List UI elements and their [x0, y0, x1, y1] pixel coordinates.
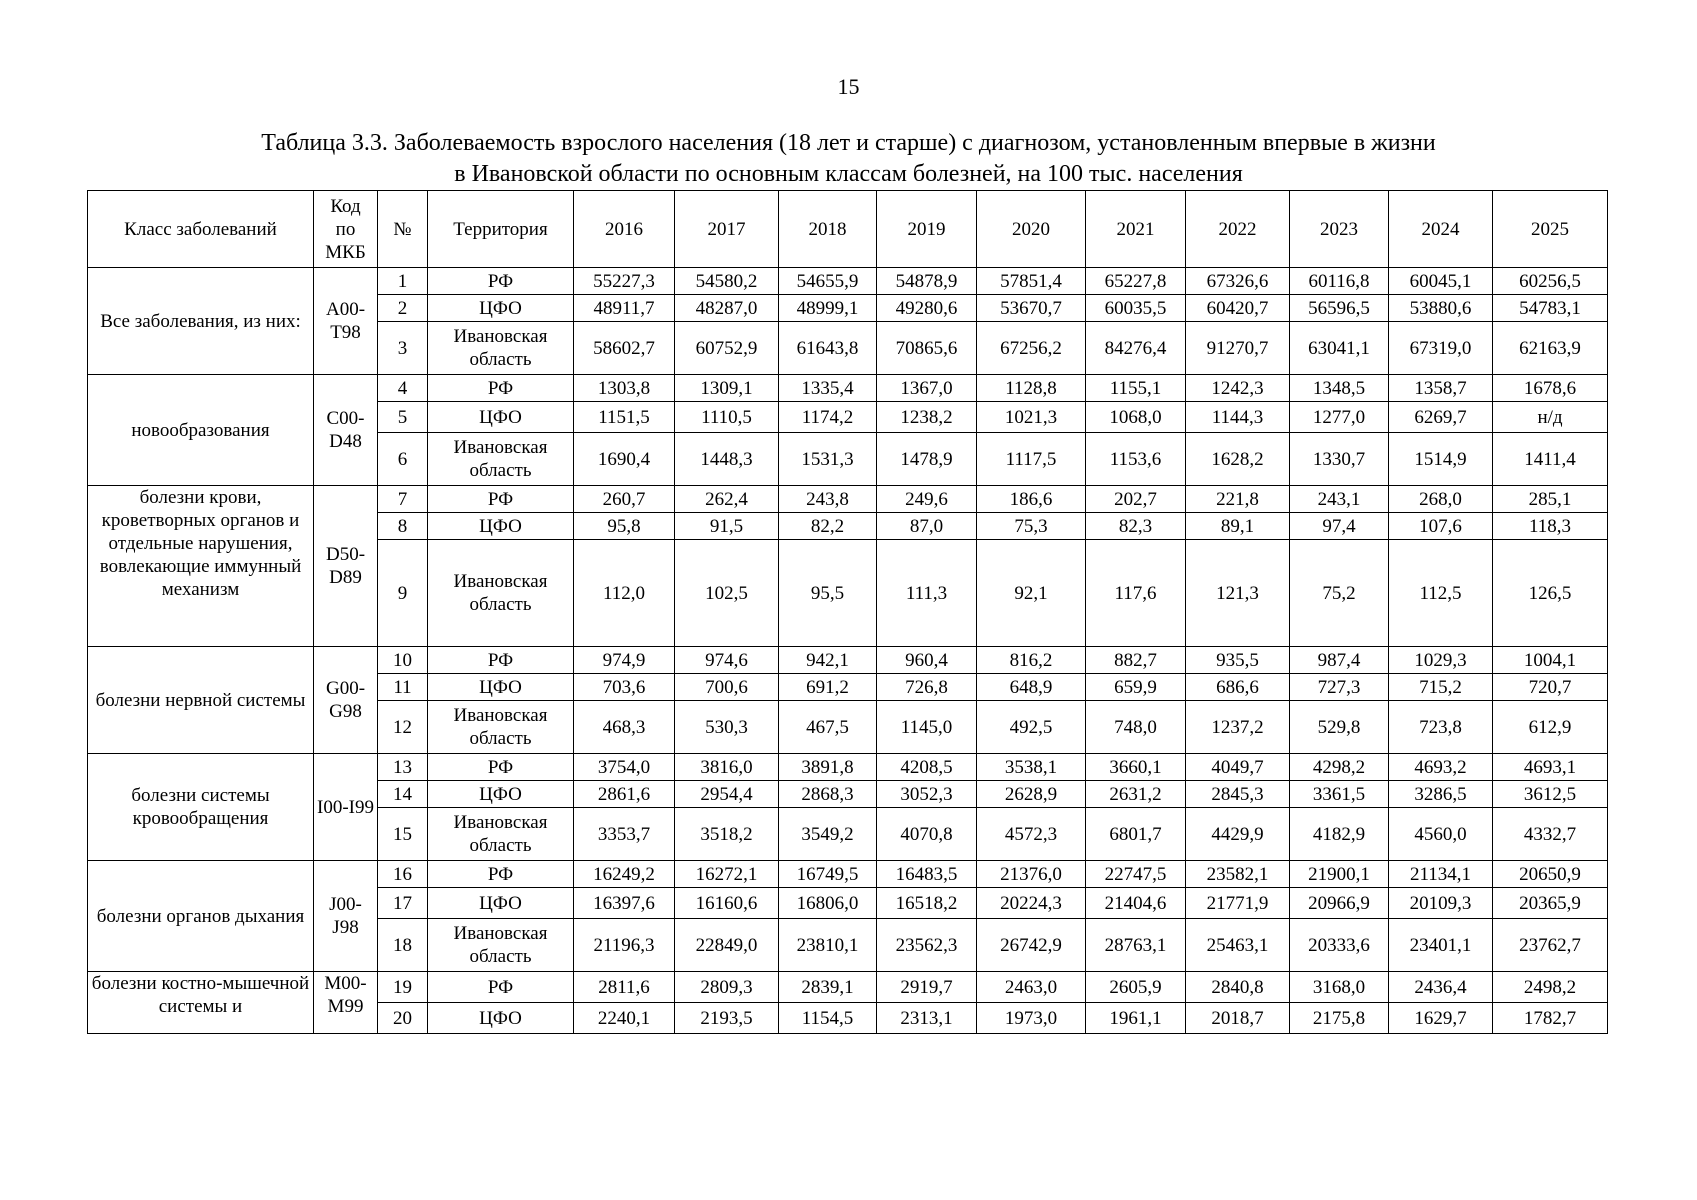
row-number-cell: 17	[378, 888, 428, 919]
value-cell: 26742,9	[977, 919, 1086, 972]
value-cell: 260,7	[574, 486, 675, 513]
value-cell: 2868,3	[779, 781, 877, 808]
territory-cell: ЦФО	[428, 781, 574, 808]
table-row	[88, 647, 1608, 674]
table-row	[88, 486, 1608, 513]
value-cell: 21376,0	[977, 861, 1086, 888]
table-row	[88, 972, 1608, 1003]
value-cell: 1330,7	[1290, 433, 1389, 486]
value-cell: 2919,7	[877, 972, 977, 1003]
value-cell: 6269,7	[1389, 402, 1493, 433]
mkb-code-cell: D50-D89	[314, 486, 378, 647]
morbidity-table	[87, 190, 1608, 1034]
value-cell: н/д	[1493, 402, 1608, 433]
value-cell: 54655,9	[779, 268, 877, 295]
table-body	[88, 268, 1608, 1034]
value-cell: 16749,5	[779, 861, 877, 888]
value-cell: 1117,5	[977, 433, 1086, 486]
row-number-cell: 12	[378, 701, 428, 754]
value-cell: 2240,1	[574, 1003, 675, 1034]
header-row	[88, 191, 1608, 268]
value-cell: 56596,5	[1290, 295, 1389, 322]
territory-cell: РФ	[428, 486, 574, 513]
value-cell: 4693,1	[1493, 754, 1608, 781]
value-cell: 1629,7	[1389, 1003, 1493, 1034]
row-number-cell: 16	[378, 861, 428, 888]
value-cell: 942,1	[779, 647, 877, 674]
table-row	[88, 375, 1608, 402]
value-cell: 468,3	[574, 701, 675, 754]
row-number-cell: 20	[378, 1003, 428, 1034]
table-row	[88, 268, 1608, 295]
value-cell: 126,5	[1493, 540, 1608, 647]
value-cell: 1961,1	[1086, 1003, 1186, 1034]
value-cell: 221,8	[1186, 486, 1290, 513]
value-cell: 686,6	[1186, 674, 1290, 701]
value-cell: 23582,1	[1186, 861, 1290, 888]
value-cell: 60256,5	[1493, 268, 1608, 295]
value-cell: 95,8	[574, 513, 675, 540]
row-number-cell: 1	[378, 268, 428, 295]
value-cell: 715,2	[1389, 674, 1493, 701]
value-cell: 1238,2	[877, 402, 977, 433]
value-cell: 87,0	[877, 513, 977, 540]
mkb-code-cell: А00-Т98	[314, 268, 378, 375]
disease-class-cell: болезни крови, кроветворных органов и отдельные нарушения, вовлекающие иммунный механизм	[88, 486, 314, 647]
value-cell: 935,5	[1186, 647, 1290, 674]
value-cell: 3361,5	[1290, 781, 1389, 808]
value-cell: 91,5	[675, 513, 779, 540]
value-cell: 691,2	[779, 674, 877, 701]
value-cell: 1153,6	[1086, 433, 1186, 486]
row-number-cell: 18	[378, 919, 428, 972]
value-cell: 1155,1	[1086, 375, 1186, 402]
value-cell: 48911,7	[574, 295, 675, 322]
header-mkb-line: по	[335, 218, 356, 240]
value-cell: 118,3	[1493, 513, 1608, 540]
value-cell: 82,2	[779, 513, 877, 540]
value-cell: 2631,2	[1086, 781, 1186, 808]
territory-cell: Ивановская область	[428, 919, 574, 972]
value-cell: 58602,7	[574, 322, 675, 375]
territory-cell: Ивановская область	[428, 701, 574, 754]
value-cell: 186,6	[977, 486, 1086, 513]
value-cell: 82,3	[1086, 513, 1186, 540]
territory-cell: РФ	[428, 268, 574, 295]
value-cell: 20650,9	[1493, 861, 1608, 888]
value-cell: 2954,4	[675, 781, 779, 808]
row-number-cell: 7	[378, 486, 428, 513]
value-cell: 54783,1	[1493, 295, 1608, 322]
value-cell: 16806,0	[779, 888, 877, 919]
territory-cell: ЦФО	[428, 674, 574, 701]
value-cell: 1303,8	[574, 375, 675, 402]
value-cell: 1174,2	[779, 402, 877, 433]
value-cell: 987,4	[1290, 647, 1389, 674]
value-cell: 3816,0	[675, 754, 779, 781]
value-cell: 648,9	[977, 674, 1086, 701]
territory-cell: РФ	[428, 647, 574, 674]
territory-cell: Ивановская область	[428, 540, 574, 647]
value-cell: 2811,6	[574, 972, 675, 1003]
value-cell: 23762,7	[1493, 919, 1608, 972]
value-cell: 67319,0	[1389, 322, 1493, 375]
header-mkb-line: Код	[330, 195, 361, 217]
value-cell: 2628,9	[977, 781, 1086, 808]
value-cell: 1973,0	[977, 1003, 1086, 1034]
value-cell: 268,0	[1389, 486, 1493, 513]
value-cell: 249,6	[877, 486, 977, 513]
territory-cell: Ивановская область	[428, 808, 574, 861]
value-cell: 202,7	[1086, 486, 1186, 513]
territory-cell: РФ	[428, 861, 574, 888]
header-year: 2022	[1186, 191, 1290, 268]
territory-cell: РФ	[428, 972, 574, 1003]
value-cell: 1514,9	[1389, 433, 1493, 486]
header-mkb	[314, 191, 378, 268]
value-cell: 16160,6	[675, 888, 779, 919]
value-cell: 4560,0	[1389, 808, 1493, 861]
value-cell: 53880,6	[1389, 295, 1493, 322]
value-cell: 1277,0	[1290, 402, 1389, 433]
territory-cell: Ивановская область	[428, 433, 574, 486]
value-cell: 974,6	[675, 647, 779, 674]
value-cell: 1309,1	[675, 375, 779, 402]
value-cell: 54878,9	[877, 268, 977, 295]
value-cell: 727,3	[1290, 674, 1389, 701]
value-cell: 974,9	[574, 647, 675, 674]
value-cell: 1411,4	[1493, 433, 1608, 486]
value-cell: 659,9	[1086, 674, 1186, 701]
value-cell: 1004,1	[1493, 647, 1608, 674]
value-cell: 63041,1	[1290, 322, 1389, 375]
value-cell: 91270,7	[1186, 322, 1290, 375]
value-cell: 1358,7	[1389, 375, 1493, 402]
value-cell: 60420,7	[1186, 295, 1290, 322]
value-cell: 467,5	[779, 701, 877, 754]
row-number-cell: 9	[378, 540, 428, 647]
value-cell: 3660,1	[1086, 754, 1186, 781]
value-cell: 1068,0	[1086, 402, 1186, 433]
value-cell: 3518,2	[675, 808, 779, 861]
value-cell: 3052,3	[877, 781, 977, 808]
value-cell: 2840,8	[1186, 972, 1290, 1003]
value-cell: 111,3	[877, 540, 977, 647]
header-year: 2018	[779, 191, 877, 268]
value-cell: 703,6	[574, 674, 675, 701]
value-cell: 121,3	[1186, 540, 1290, 647]
value-cell: 21196,3	[574, 919, 675, 972]
value-cell: 84276,4	[1086, 322, 1186, 375]
table-row	[88, 861, 1608, 888]
value-cell: 4208,5	[877, 754, 977, 781]
disease-class-cell: болезни системы кровообращения	[88, 754, 314, 861]
mkb-code-cell: I00-I99	[314, 754, 378, 861]
disease-class-cell: болезни нервной системы	[88, 647, 314, 754]
row-number-cell: 2	[378, 295, 428, 322]
value-cell: 60035,5	[1086, 295, 1186, 322]
caption-line-2: в Ивановской области по основным классам болезней, на 100 тыс. населения	[454, 161, 1243, 187]
value-cell: 95,5	[779, 540, 877, 647]
value-cell: 2018,7	[1186, 1003, 1290, 1034]
header-class: Класс заболеваний	[88, 191, 314, 268]
territory-cell: РФ	[428, 375, 574, 402]
value-cell: 48287,0	[675, 295, 779, 322]
territory-cell: ЦФО	[428, 513, 574, 540]
value-cell: 1242,3	[1186, 375, 1290, 402]
value-cell: 61643,8	[779, 322, 877, 375]
value-cell: 1478,9	[877, 433, 977, 486]
territory-cell: ЦФО	[428, 888, 574, 919]
value-cell: 117,6	[1086, 540, 1186, 647]
value-cell: 75,2	[1290, 540, 1389, 647]
row-number-cell: 19	[378, 972, 428, 1003]
value-cell: 1690,4	[574, 433, 675, 486]
value-cell: 23810,1	[779, 919, 877, 972]
value-cell: 1628,2	[1186, 433, 1290, 486]
header-num: №	[378, 191, 428, 268]
header-year: 2023	[1290, 191, 1389, 268]
value-cell: 22849,0	[675, 919, 779, 972]
value-cell: 60045,1	[1389, 268, 1493, 295]
value-cell: 65227,8	[1086, 268, 1186, 295]
value-cell: 21771,9	[1186, 888, 1290, 919]
value-cell: 21134,1	[1389, 861, 1493, 888]
value-cell: 20966,9	[1290, 888, 1389, 919]
disease-class-cell: Все заболевания, из них:	[88, 268, 314, 375]
value-cell: 1782,7	[1493, 1003, 1608, 1034]
value-cell: 1029,3	[1389, 647, 1493, 674]
caption-line-1: Таблица 3.3. Заболеваемость взрослого населения (18 лет и старше) с диагнозом, установленным впервые в жизни	[261, 130, 1436, 156]
value-cell: 20333,6	[1290, 919, 1389, 972]
row-number-cell: 10	[378, 647, 428, 674]
value-cell: 2861,6	[574, 781, 675, 808]
value-cell: 720,7	[1493, 674, 1608, 701]
value-cell: 53670,7	[977, 295, 1086, 322]
value-cell: 57851,4	[977, 268, 1086, 295]
value-cell: 3353,7	[574, 808, 675, 861]
value-cell: 2193,5	[675, 1003, 779, 1034]
value-cell: 3549,2	[779, 808, 877, 861]
row-number-cell: 5	[378, 402, 428, 433]
value-cell: 20109,3	[1389, 888, 1493, 919]
value-cell: 612,9	[1493, 701, 1608, 754]
header-year: 2019	[877, 191, 977, 268]
value-cell: 23562,3	[877, 919, 977, 972]
page-number: 15	[837, 74, 860, 99]
value-cell: 60752,9	[675, 322, 779, 375]
value-cell: 16483,5	[877, 861, 977, 888]
value-cell: 2839,1	[779, 972, 877, 1003]
value-cell: 700,6	[675, 674, 779, 701]
header-year: 2016	[574, 191, 675, 268]
value-cell: 3168,0	[1290, 972, 1389, 1003]
row-number-cell: 13	[378, 754, 428, 781]
row-number-cell: 4	[378, 375, 428, 402]
value-cell: 492,5	[977, 701, 1086, 754]
header-year: 2021	[1086, 191, 1186, 268]
header-year: 2017	[675, 191, 779, 268]
value-cell: 2498,2	[1493, 972, 1608, 1003]
value-cell: 285,1	[1493, 486, 1608, 513]
territory-cell: Ивановская область	[428, 322, 574, 375]
value-cell: 25463,1	[1186, 919, 1290, 972]
value-cell: 102,5	[675, 540, 779, 647]
value-cell: 1128,8	[977, 375, 1086, 402]
value-cell: 4572,3	[977, 808, 1086, 861]
value-cell: 89,1	[1186, 513, 1290, 540]
value-cell: 21404,6	[1086, 888, 1186, 919]
value-cell: 4298,2	[1290, 754, 1389, 781]
value-cell: 2463,0	[977, 972, 1086, 1003]
value-cell: 2313,1	[877, 1003, 977, 1034]
value-cell: 3754,0	[574, 754, 675, 781]
value-cell: 882,7	[1086, 647, 1186, 674]
value-cell: 3538,1	[977, 754, 1086, 781]
value-cell: 107,6	[1389, 513, 1493, 540]
value-cell: 49280,6	[877, 295, 977, 322]
value-cell: 55227,3	[574, 268, 675, 295]
row-number-cell: 11	[378, 674, 428, 701]
value-cell: 1678,6	[1493, 375, 1608, 402]
value-cell: 2436,4	[1389, 972, 1493, 1003]
territory-cell: РФ	[428, 754, 574, 781]
mkb-code-cell: J00-J98	[314, 861, 378, 972]
value-cell: 6801,7	[1086, 808, 1186, 861]
header-year: 2025	[1493, 191, 1608, 268]
territory-cell: ЦФО	[428, 402, 574, 433]
header-mkb-line: МКБ	[325, 241, 366, 263]
row-number-cell: 3	[378, 322, 428, 375]
value-cell: 530,3	[675, 701, 779, 754]
header-year: 2020	[977, 191, 1086, 268]
value-cell: 20365,9	[1493, 888, 1608, 919]
value-cell: 75,3	[977, 513, 1086, 540]
value-cell: 1367,0	[877, 375, 977, 402]
value-cell: 2809,3	[675, 972, 779, 1003]
territory-cell: ЦФО	[428, 295, 574, 322]
disease-class-cell: новообразования	[88, 375, 314, 486]
value-cell: 1110,5	[675, 402, 779, 433]
mkb-code-cell: M00-M99	[314, 972, 378, 1034]
value-cell: 2175,8	[1290, 1003, 1389, 1034]
value-cell: 67256,2	[977, 322, 1086, 375]
header-year: 2024	[1389, 191, 1493, 268]
value-cell: 4182,9	[1290, 808, 1389, 861]
value-cell: 748,0	[1086, 701, 1186, 754]
disease-class-cell: болезни органов дыхания	[88, 861, 314, 972]
value-cell: 23401,1	[1389, 919, 1493, 972]
value-cell: 4049,7	[1186, 754, 1290, 781]
value-cell: 62163,9	[1493, 322, 1608, 375]
disease-class-cell: болезни костно-мышечной системы и	[88, 972, 314, 1034]
value-cell: 243,8	[779, 486, 877, 513]
value-cell: 16272,1	[675, 861, 779, 888]
row-number-cell: 8	[378, 513, 428, 540]
value-cell: 1021,3	[977, 402, 1086, 433]
value-cell: 3612,5	[1493, 781, 1608, 808]
value-cell: 723,8	[1389, 701, 1493, 754]
row-number-cell: 6	[378, 433, 428, 486]
value-cell: 21900,1	[1290, 861, 1389, 888]
mkb-code-cell: G00-G98	[314, 647, 378, 754]
value-cell: 1335,4	[779, 375, 877, 402]
value-cell: 529,8	[1290, 701, 1389, 754]
value-cell: 112,0	[574, 540, 675, 647]
value-cell: 70865,6	[877, 322, 977, 375]
header-territory: Территория	[428, 191, 574, 268]
value-cell: 1237,2	[1186, 701, 1290, 754]
value-cell: 1144,3	[1186, 402, 1290, 433]
value-cell: 54580,2	[675, 268, 779, 295]
value-cell: 48999,1	[779, 295, 877, 322]
value-cell: 4429,9	[1186, 808, 1290, 861]
value-cell: 960,4	[877, 647, 977, 674]
value-cell: 262,4	[675, 486, 779, 513]
value-cell: 243,1	[1290, 486, 1389, 513]
row-number-cell: 15	[378, 808, 428, 861]
value-cell: 3891,8	[779, 754, 877, 781]
value-cell: 1154,5	[779, 1003, 877, 1034]
mkb-code-cell: С00-D48	[314, 375, 378, 486]
value-cell: 726,8	[877, 674, 977, 701]
territory-cell: ЦФО	[428, 1003, 574, 1034]
value-cell: 2845,3	[1186, 781, 1290, 808]
value-cell: 60116,8	[1290, 268, 1389, 295]
value-cell: 1151,5	[574, 402, 675, 433]
value-cell: 67326,6	[1186, 268, 1290, 295]
value-cell: 16397,6	[574, 888, 675, 919]
value-cell: 16518,2	[877, 888, 977, 919]
value-cell: 92,1	[977, 540, 1086, 647]
value-cell: 4070,8	[877, 808, 977, 861]
value-cell: 3286,5	[1389, 781, 1493, 808]
value-cell: 20224,3	[977, 888, 1086, 919]
value-cell: 1531,3	[779, 433, 877, 486]
value-cell: 16249,2	[574, 861, 675, 888]
value-cell: 112,5	[1389, 540, 1493, 647]
value-cell: 1448,3	[675, 433, 779, 486]
table-caption	[0, 128, 1697, 190]
value-cell: 1348,5	[1290, 375, 1389, 402]
value-cell: 816,2	[977, 647, 1086, 674]
value-cell: 1145,0	[877, 701, 977, 754]
value-cell: 28763,1	[1086, 919, 1186, 972]
value-cell: 4332,7	[1493, 808, 1608, 861]
value-cell: 2605,9	[1086, 972, 1186, 1003]
table-row	[88, 754, 1608, 781]
value-cell: 4693,2	[1389, 754, 1493, 781]
value-cell: 22747,5	[1086, 861, 1186, 888]
value-cell: 97,4	[1290, 513, 1389, 540]
row-number-cell: 14	[378, 781, 428, 808]
